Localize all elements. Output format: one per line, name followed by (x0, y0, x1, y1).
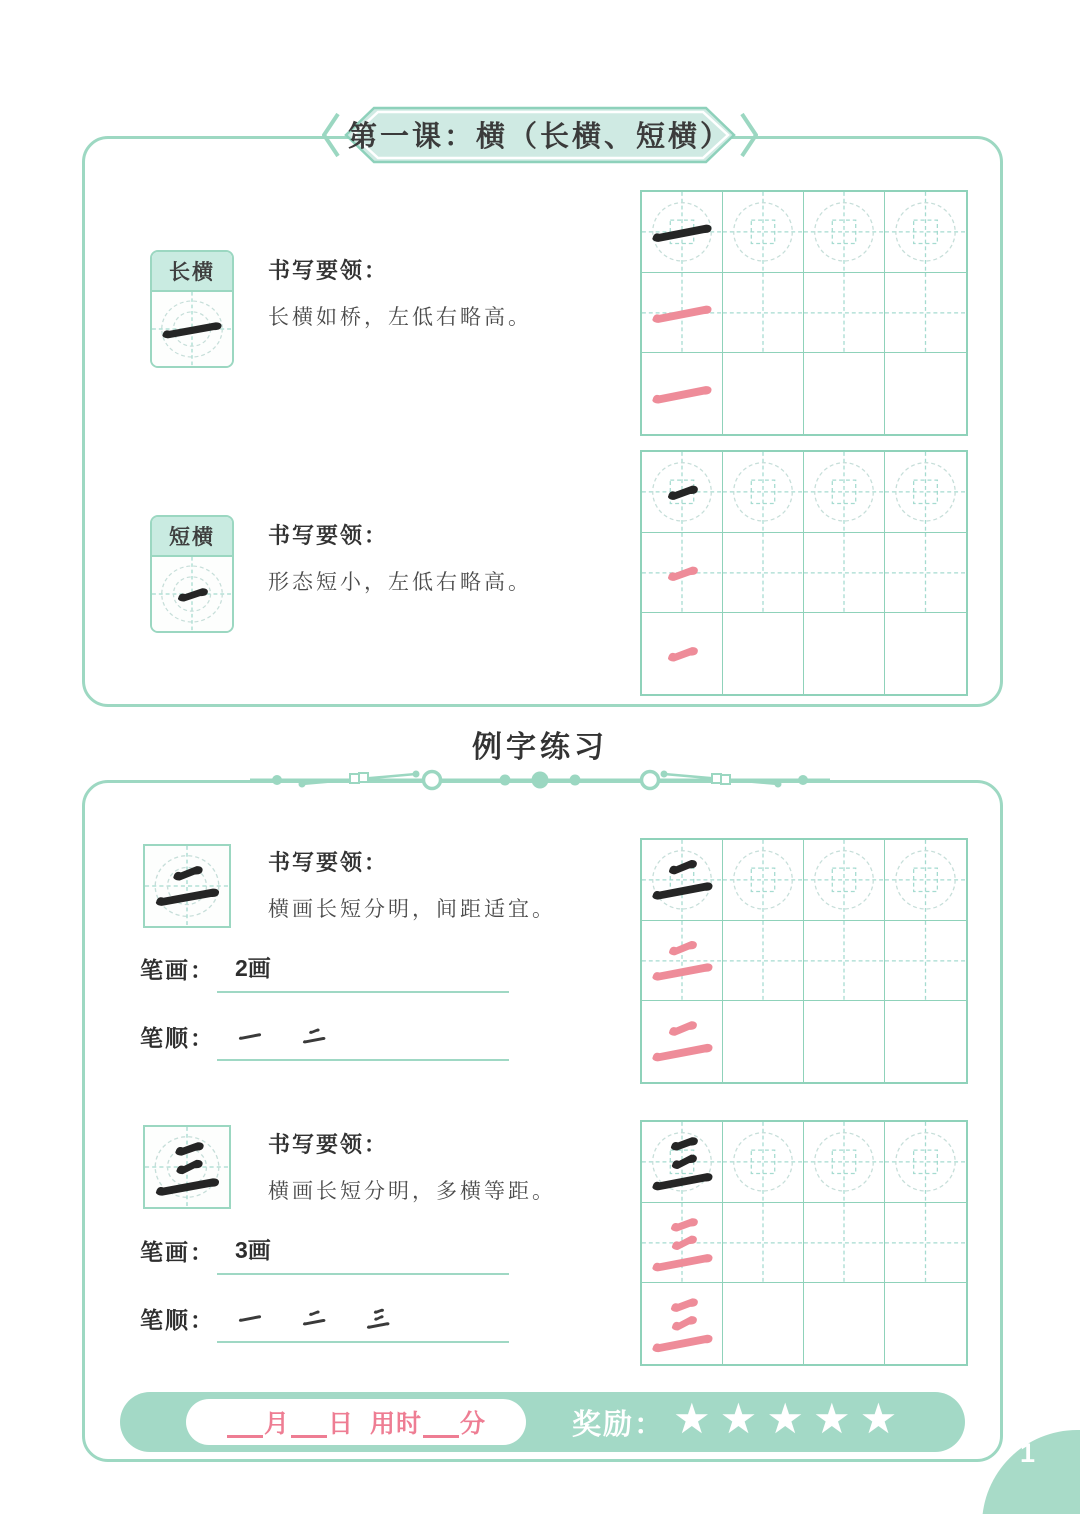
grid-cell (642, 840, 723, 921)
guide-grid-icon (723, 1203, 803, 1283)
stroke-order-row-er (140, 1020, 509, 1061)
practice-grid-san (640, 1120, 968, 1366)
guide-grid-icon (723, 533, 803, 613)
grid-cell (642, 921, 723, 1002)
guide-grid-icon (885, 533, 966, 613)
stroke-glyph-er (299, 1303, 329, 1333)
practice-grid-duanheng (640, 450, 968, 696)
stroke-glyph-san (642, 1122, 722, 1202)
month-label: 月 (263, 1410, 290, 1438)
stroke-glyph-san (642, 1203, 722, 1283)
stroke-count-value: 2画 (217, 950, 509, 993)
minute-label: 分 (460, 1410, 487, 1438)
stroke-glyph-er (299, 1021, 329, 1051)
tip-text: 横画长短分明，多横等距。 (268, 1180, 556, 1203)
grid-cell (723, 273, 804, 354)
stroke-card-duanheng (150, 515, 234, 633)
guide-grid-icon (723, 452, 803, 532)
grid-cell (885, 613, 966, 694)
tip-label: 书写要领： (268, 1132, 389, 1157)
guide-grid-icon (723, 192, 803, 272)
stroke-glyph-duanheng (152, 557, 232, 631)
grid-cell (642, 533, 723, 614)
page-number: 1 (1020, 1438, 1036, 1468)
guide-grid-icon (885, 273, 966, 353)
grid-cell (804, 840, 885, 921)
grid-cell (642, 273, 723, 354)
stroke-count-row-er (140, 950, 509, 993)
day-label: 日 (327, 1410, 354, 1438)
guide-grid-icon (804, 921, 884, 1001)
stroke-glyph-san (363, 1303, 393, 1333)
footer-bar (120, 1392, 965, 1452)
guide-grid-icon (885, 192, 966, 272)
grid-cell (723, 1001, 804, 1082)
grid-cell (885, 1001, 966, 1082)
guide-grid-icon (804, 273, 884, 353)
stroke-glyph-changheng (642, 192, 722, 272)
grid-cell (885, 452, 966, 533)
grid-cell (723, 452, 804, 533)
stroke-card-changheng-example (152, 292, 232, 366)
grid-cell (885, 533, 966, 614)
guide-grid-icon (804, 840, 884, 920)
tip-changheng (268, 254, 638, 331)
grid-cell (885, 353, 966, 434)
example-char-box-er (143, 844, 231, 928)
decorative-divider (250, 760, 830, 800)
tip-text: 形态短小，左低右略高。 (268, 571, 532, 594)
stroke-order-glyphs (217, 1021, 509, 1061)
guide-grid-icon (885, 840, 966, 920)
grid-cell (885, 921, 966, 1002)
reward-label: 奖励： (572, 1408, 666, 1441)
grid-cell (804, 192, 885, 273)
practice-grid-changheng (640, 190, 968, 436)
grid-cell (642, 353, 723, 434)
tip-text: 横画长短分明，间距适宜。 (268, 898, 556, 921)
stroke-card-duanheng-label: 短横 (152, 517, 232, 557)
guide-grid-icon (885, 1122, 966, 1202)
stroke-glyph-changheng (642, 273, 722, 353)
grid-cell (723, 921, 804, 1002)
grid-cell (804, 1203, 885, 1284)
practice-grid-er (640, 838, 968, 1084)
guide-grid-icon (723, 921, 803, 1001)
stroke-count-label: 笔画： (140, 957, 215, 983)
stroke-glyph-changheng (642, 353, 722, 434)
example-char-box-san (143, 1125, 231, 1209)
grid-cell (642, 1203, 723, 1284)
minutes-blank-line (423, 1407, 459, 1438)
stroke-count-label: 笔画： (140, 1239, 215, 1265)
stroke-glyph-duanheng (642, 613, 722, 694)
grid-cell (885, 1283, 966, 1364)
tip-label: 书写要领： (268, 258, 389, 283)
stroke-glyph-er (145, 846, 229, 926)
grid-cell (804, 1283, 885, 1364)
lesson-title: 第一课：横（长横、短横） (347, 120, 732, 153)
date-time-pill (186, 1399, 526, 1445)
guide-grid-icon (804, 1203, 884, 1283)
stroke-glyph-changheng (235, 1303, 265, 1333)
duration-label: 用时 (370, 1410, 423, 1438)
guide-grid-icon (804, 192, 884, 272)
grid-cell (804, 273, 885, 354)
lesson-title-banner (322, 102, 758, 168)
guide-grid-icon (723, 840, 803, 920)
reward-area (572, 1392, 906, 1452)
guide-grid-icon (885, 1203, 966, 1283)
grid-cell (642, 1001, 723, 1082)
stroke-card-changheng (150, 250, 234, 368)
day-blank-line (291, 1407, 327, 1438)
grid-cell (723, 1203, 804, 1284)
guide-grid-icon (723, 273, 803, 353)
grid-cell (642, 613, 723, 694)
stroke-glyph-er (642, 1001, 722, 1082)
tip-label: 书写要领： (268, 850, 389, 875)
stroke-glyph-changheng (235, 1021, 265, 1051)
stroke-order-glyphs (217, 1303, 509, 1343)
grid-cell (804, 353, 885, 434)
grid-cell (885, 1122, 966, 1203)
tip-text: 长横如桥，左低右略高。 (268, 306, 532, 329)
stroke-order-label: 笔顺： (140, 1025, 215, 1051)
stroke-glyph-duanheng (642, 452, 722, 532)
grid-cell (723, 840, 804, 921)
grid-cell (804, 452, 885, 533)
grid-cell (885, 273, 966, 354)
stroke-glyph-changheng (152, 292, 232, 366)
guide-grid-icon (804, 1122, 884, 1202)
stroke-order-row-san (140, 1302, 509, 1343)
grid-cell (885, 192, 966, 273)
stroke-count-value: 3画 (217, 1232, 509, 1275)
grid-cell (723, 1283, 804, 1364)
grid-cell (804, 533, 885, 614)
tip-duanheng (268, 519, 638, 596)
grid-cell (723, 1122, 804, 1203)
tip-label: 书写要领： (268, 523, 389, 548)
stroke-order-label: 笔顺： (140, 1307, 215, 1333)
stroke-card-changheng-label: 长横 (152, 252, 232, 292)
grid-cell (885, 1203, 966, 1284)
grid-cell (723, 533, 804, 614)
tip-san (268, 1128, 638, 1205)
grid-cell (642, 452, 723, 533)
stroke-glyph-san (145, 1127, 229, 1207)
stroke-glyph-er (642, 840, 722, 920)
grid-cell (642, 1122, 723, 1203)
divider-ornament-icon (250, 760, 830, 800)
grid-cell (885, 840, 966, 921)
grid-cell (804, 1001, 885, 1082)
grid-cell (642, 1283, 723, 1364)
stroke-count-row-san (140, 1232, 509, 1275)
guide-grid-icon (723, 1122, 803, 1202)
grid-cell (804, 1122, 885, 1203)
grid-cell (723, 353, 804, 434)
stroke-glyph-er (642, 921, 722, 1001)
grid-cell (642, 192, 723, 273)
tip-er (268, 846, 638, 923)
star-icons: ★★★★★ (673, 1395, 907, 1442)
grid-cell (804, 921, 885, 1002)
guide-grid-icon (804, 452, 884, 532)
stroke-glyph-duanheng (642, 533, 722, 613)
grid-cell (723, 613, 804, 694)
grid-cell (723, 192, 804, 273)
guide-grid-icon (885, 921, 966, 1001)
stroke-glyph-san (642, 1283, 722, 1364)
grid-cell (804, 613, 885, 694)
month-blank-line (227, 1407, 263, 1438)
guide-grid-icon (885, 452, 966, 532)
section-title-practice: 例字练习 (472, 731, 608, 764)
stroke-card-duanheng-example (152, 557, 232, 631)
guide-grid-icon (804, 533, 884, 613)
